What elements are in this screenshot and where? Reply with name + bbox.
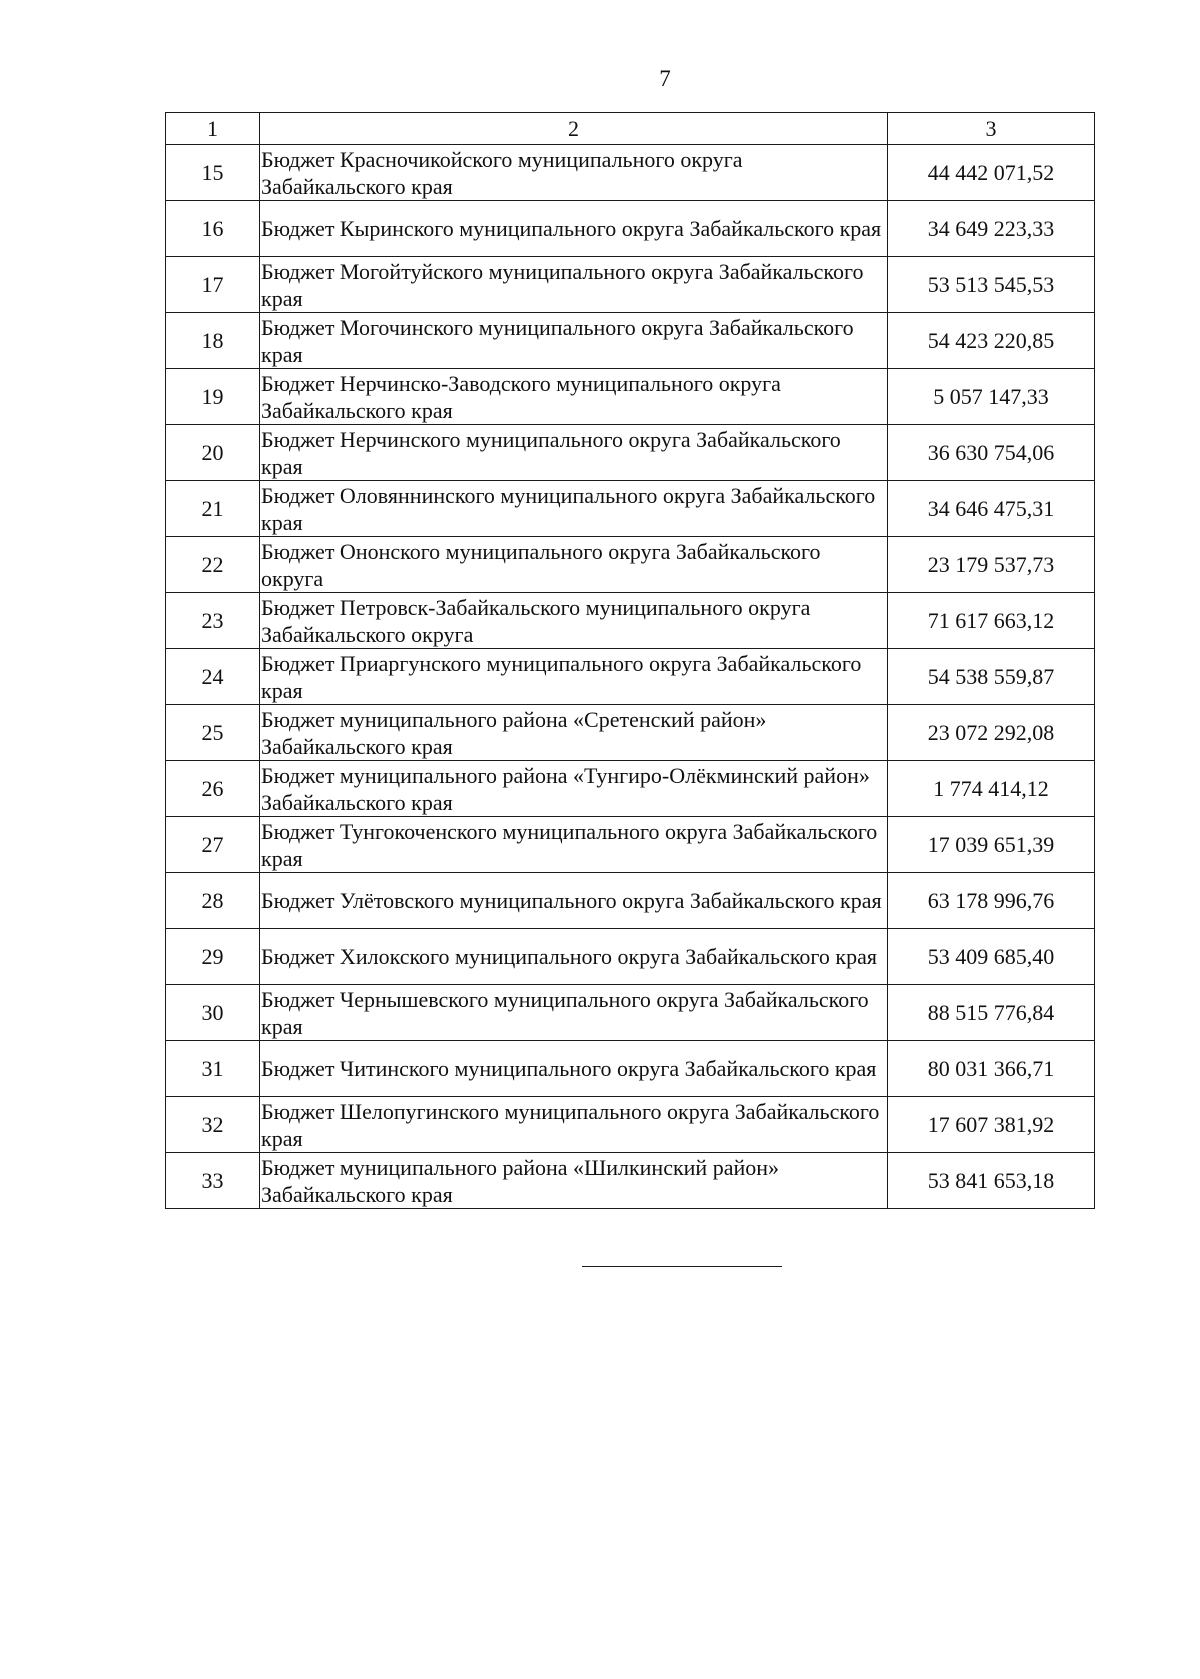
budget-amount: 88 515 776,84 <box>888 985 1095 1041</box>
row-number: 30 <box>166 985 260 1041</box>
budget-amount: 36 630 754,06 <box>888 425 1095 481</box>
table-row <box>166 649 1095 705</box>
budget-name: Бюджет Нерчинского муниципального округа Забайкальского края <box>260 425 888 481</box>
table-row <box>166 929 1095 985</box>
budget-name: Бюджет Оловяннинского муниципального округа Забайкальского края <box>260 481 888 537</box>
budget-name: Бюджет Улётовского муниципального округа Забайкальского края <box>260 873 888 929</box>
budget-amount: 34 646 475,31 <box>888 481 1095 537</box>
column-header-amount: 3 <box>888 113 1095 145</box>
table-row <box>166 1097 1095 1153</box>
budget-amount: 53 841 653,18 <box>888 1153 1095 1209</box>
row-number: 20 <box>166 425 260 481</box>
budget-amount: 44 442 071,52 <box>888 145 1095 201</box>
table-row <box>166 705 1095 761</box>
table-row <box>166 425 1095 481</box>
row-number: 15 <box>166 145 260 201</box>
table-row <box>166 761 1095 817</box>
row-number: 27 <box>166 817 260 873</box>
budget-amount: 80 031 366,71 <box>888 1041 1095 1097</box>
budget-name: Бюджет муниципального района «Шилкинский район» Забайкальского края <box>260 1153 888 1209</box>
row-number: 16 <box>166 201 260 257</box>
budget-name: Бюджет Тунгокоченского муниципального округа Забайкальского края <box>260 817 888 873</box>
budget-amount: 54 538 559,87 <box>888 649 1095 705</box>
row-number: 31 <box>166 1041 260 1097</box>
budget-amount: 53 513 545,53 <box>888 257 1095 313</box>
table-row <box>166 817 1095 873</box>
budget-name: Бюджет Чернышевского муниципального округа Забайкальского края <box>260 985 888 1041</box>
column-header-number: 1 <box>166 113 260 145</box>
budget-name: Бюджет Хилокского муниципального округа Забайкальского края <box>260 929 888 985</box>
budget-name: Бюджет Красночикойского муниципального округа Забайкальского края <box>260 145 888 201</box>
row-number: 19 <box>166 369 260 425</box>
row-number: 28 <box>166 873 260 929</box>
row-number: 33 <box>166 1153 260 1209</box>
budget-name: Бюджет Ононского муниципального округа Забайкальского округа <box>260 537 888 593</box>
budget-name: Бюджет Могочинского муниципального округа Забайкальского края <box>260 313 888 369</box>
table-row <box>166 1041 1095 1097</box>
table-row <box>166 313 1095 369</box>
budget-amount: 1 774 414,12 <box>888 761 1095 817</box>
row-number: 24 <box>166 649 260 705</box>
budget-name: Бюджет Кыринского муниципального округа Забайкальского края <box>260 201 888 257</box>
row-number: 29 <box>166 929 260 985</box>
table-row <box>166 145 1095 201</box>
table-row <box>166 201 1095 257</box>
budget-amount: 23 179 537,73 <box>888 537 1095 593</box>
budget-name: Бюджет Могойтуйского муниципального округа Забайкальского края <box>260 257 888 313</box>
row-number: 18 <box>166 313 260 369</box>
budget-amount: 34 649 223,33 <box>888 201 1095 257</box>
row-number: 23 <box>166 593 260 649</box>
row-number: 17 <box>166 257 260 313</box>
table-row <box>166 985 1095 1041</box>
budget-name: Бюджет муниципального района «Сретенский район» Забайкальского края <box>260 705 888 761</box>
row-number: 25 <box>166 705 260 761</box>
end-of-document-rule <box>582 1266 782 1267</box>
table-row <box>166 369 1095 425</box>
budget-name: Бюджет Нерчинско-Заводского муниципального округа Забайкальского края <box>260 369 888 425</box>
table-row <box>166 481 1095 537</box>
row-number: 22 <box>166 537 260 593</box>
budget-name: Бюджет Читинского муниципального округа Забайкальского края <box>260 1041 888 1097</box>
budget-name: Бюджет Шелопугинского муниципального округа Забайкальского края <box>260 1097 888 1153</box>
row-number: 21 <box>166 481 260 537</box>
table-row <box>166 1153 1095 1209</box>
budget-amount: 71 617 663,12 <box>888 593 1095 649</box>
table-row <box>166 593 1095 649</box>
page-number: 7 <box>659 66 671 91</box>
budget-amount: 53 409 685,40 <box>888 929 1095 985</box>
budget-amount: 17 607 381,92 <box>888 1097 1095 1153</box>
row-number: 26 <box>166 761 260 817</box>
budget-name: Бюджет Петровск-Забайкальского муниципального округа Забайкальского округа <box>260 593 888 649</box>
row-number: 32 <box>166 1097 260 1153</box>
budget-amount: 63 178 996,76 <box>888 873 1095 929</box>
budget-amount: 5 057 147,33 <box>888 369 1095 425</box>
table-row <box>166 537 1095 593</box>
budget-amount: 23 072 292,08 <box>888 705 1095 761</box>
budget-amount: 54 423 220,85 <box>888 313 1095 369</box>
table-row <box>166 257 1095 313</box>
budget-allocation-table <box>165 112 1095 1209</box>
column-header-name: 2 <box>260 113 888 145</box>
table-row <box>166 873 1095 929</box>
table-header-row <box>166 113 1095 145</box>
budget-name: Бюджет муниципального района «Тунгиро-Олёкминский район» Забайкальского края <box>260 761 888 817</box>
table-body <box>166 145 1095 1209</box>
budget-name: Бюджет Приаргунского муниципального округа Забайкальского края <box>260 649 888 705</box>
budget-amount: 17 039 651,39 <box>888 817 1095 873</box>
